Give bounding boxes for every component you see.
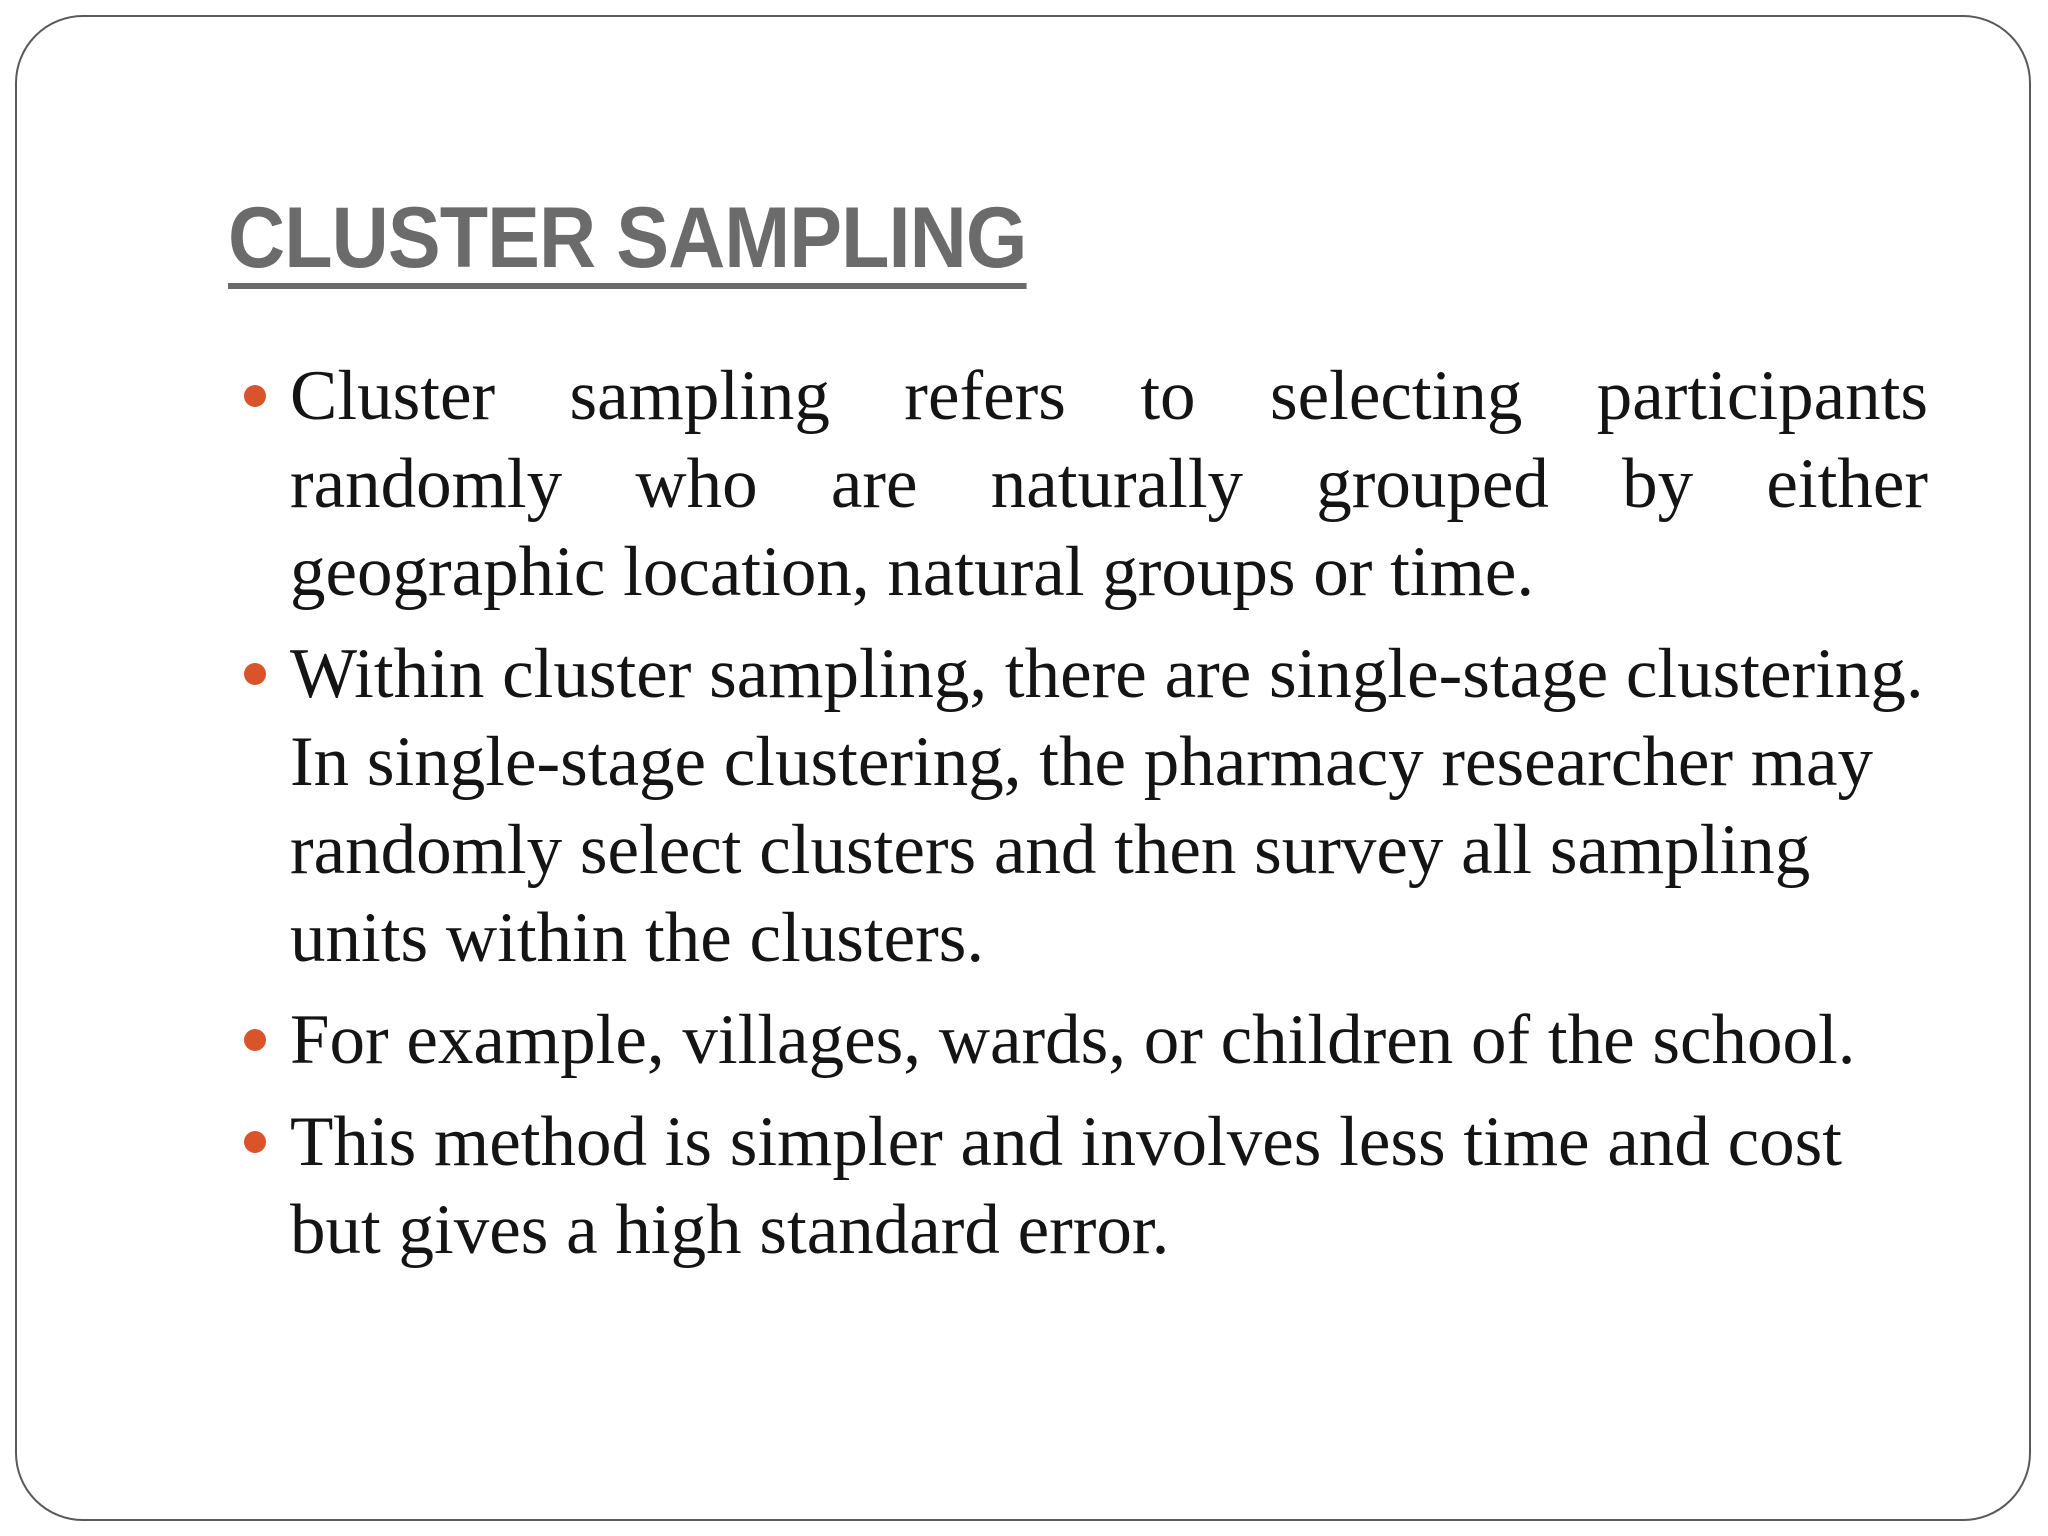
bullet-dot-icon — [244, 1131, 266, 1153]
bullet-dot-icon — [244, 385, 266, 407]
list-item — [228, 996, 1928, 1084]
bullet-text: Cluster sampling refers to selecting participants randomly who are naturally grouped by either geographic location, natural groups or time. — [290, 357, 1928, 611]
bullet-list — [228, 352, 1928, 1288]
bullet-dot-icon — [244, 663, 266, 685]
bullet-text: For example, villages, wards, or children of the school. — [290, 1001, 1856, 1079]
bullet-text: Within cluster sampling, there are single-stage clustering. In single-stage clustering, the pharmacy researcher may randomly select clusters and then survey all sampling units within the clusters. — [290, 635, 1924, 977]
bullet-text: This method is simpler and involves less time and cost but gives a high standard error. — [290, 1103, 1842, 1269]
slide-title: CLUSTER SAMPLING — [228, 195, 1026, 289]
list-item — [228, 352, 1928, 616]
list-item — [228, 1098, 1928, 1274]
bullet-dot-icon — [244, 1029, 266, 1051]
list-item — [228, 630, 1928, 982]
slide-frame — [15, 15, 2031, 1521]
